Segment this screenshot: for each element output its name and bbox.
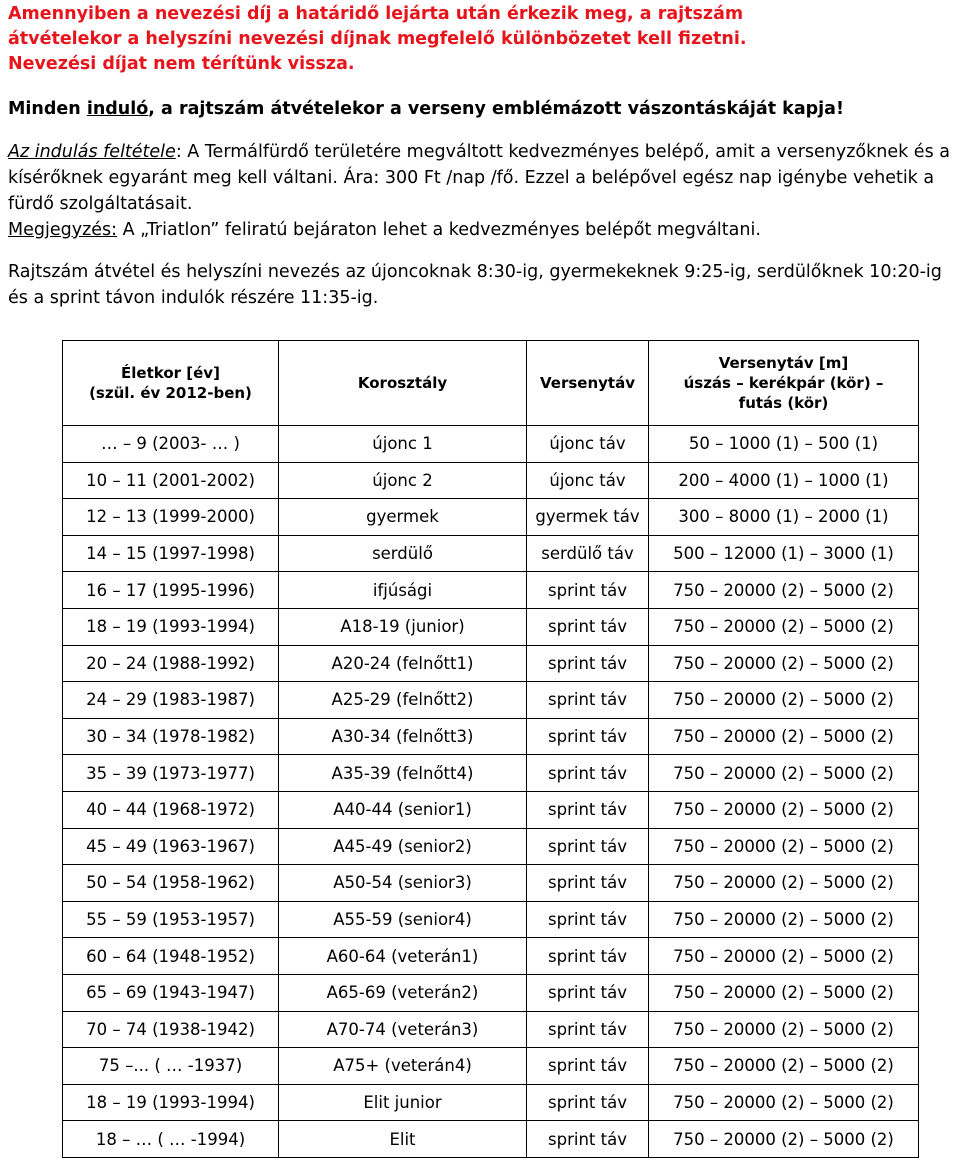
category-table <box>62 340 919 1158</box>
cell-category: újonc 1 <box>279 426 527 463</box>
cell-distance-m: 750 – 20000 (2) – 5000 (2) <box>649 1084 919 1121</box>
cell-category: A20-24 (felnőtt1) <box>279 645 527 682</box>
table-row <box>63 535 919 572</box>
cell-category: A45-49 (senior2) <box>279 828 527 865</box>
cell-distance-type: sprint táv <box>527 645 649 682</box>
table-row <box>63 426 919 463</box>
table-row <box>63 1011 919 1048</box>
cell-age: 45 – 49 (1963-1967) <box>63 828 279 865</box>
table-row <box>63 572 919 609</box>
cell-category: Elit junior <box>279 1084 527 1121</box>
bag-notice-post: , a rajtszám átvételekor a verseny emblémázott vászontáskáját kapja! <box>148 99 844 119</box>
header-distance-m-line-3: futás (kör) <box>738 394 829 412</box>
cell-distance-type: sprint táv <box>527 791 649 828</box>
cell-category: A60-64 (veterán1) <box>279 938 527 975</box>
table-row <box>63 865 919 902</box>
cell-age: 70 – 74 (1938-1942) <box>63 1011 279 1048</box>
fee-notice <box>8 2 952 77</box>
cell-distance-type: sprint táv <box>527 755 649 792</box>
cell-age: 18 – 19 (1993-1994) <box>63 1084 279 1121</box>
cell-distance-m: 300 – 8000 (1) – 2000 (1) <box>649 499 919 536</box>
table-row <box>63 462 919 499</box>
header-distance: Versenytáv <box>527 341 649 426</box>
cell-distance-m: 750 – 20000 (2) – 5000 (2) <box>649 828 919 865</box>
cell-age: 55 – 59 (1953-1957) <box>63 901 279 938</box>
cell-age: … – 9 (2003- … ) <box>63 426 279 463</box>
cell-age: 18 – 19 (1993-1994) <box>63 608 279 645</box>
cell-distance-m: 750 – 20000 (2) – 5000 (2) <box>649 1011 919 1048</box>
cell-distance-type: sprint táv <box>527 1048 649 1085</box>
header-distance-m-line-1: Versenytáv [m] <box>718 354 849 372</box>
cell-category: A35-39 (felnőtt4) <box>279 755 527 792</box>
note-label: Megjegyzés: <box>8 220 118 240</box>
cell-distance-type: gyermek táv <box>527 499 649 536</box>
cell-distance-m: 750 – 20000 (2) – 5000 (2) <box>649 645 919 682</box>
table-row <box>63 974 919 1011</box>
entry-condition-text: A Termálfürdő területére megváltott kedvezményes belépő, amit a versenyzőknek és a kísérőknek egyaránt meg kell váltani. Ára: 300 Ft /nap /fő. Ezzel a belépővel egész nap igénybe vehetik a fürdő szolgáltatásait. <box>8 142 950 214</box>
cell-distance-m: 750 – 20000 (2) – 5000 (2) <box>649 865 919 902</box>
table-row <box>63 1084 919 1121</box>
table-row <box>63 608 919 645</box>
table-row <box>63 901 919 938</box>
cell-category: ifjúsági <box>279 572 527 609</box>
cell-distance-m: 50 – 1000 (1) – 500 (1) <box>649 426 919 463</box>
cell-distance-m: 750 – 20000 (2) – 5000 (2) <box>649 608 919 645</box>
table-row <box>63 645 919 682</box>
cell-distance-m: 500 – 12000 (1) – 3000 (1) <box>649 535 919 572</box>
fee-notice-line-1: Amennyiben a nevezési díj a határidő lejárta után érkezik meg, a rajtszám <box>8 4 744 24</box>
cell-distance-type: újonc táv <box>527 462 649 499</box>
fee-notice-line-2: átvételekor a helyszíni nevezési díjnak megfelelő különbözetet kell fizetni. <box>8 29 747 49</box>
header-distance-m <box>649 341 919 426</box>
entry-condition-colon: : <box>175 142 182 162</box>
cell-distance-type: serdülő táv <box>527 535 649 572</box>
table-row <box>63 718 919 755</box>
cell-distance-m: 750 – 20000 (2) – 5000 (2) <box>649 974 919 1011</box>
header-category: Korosztály <box>279 341 527 426</box>
table-row <box>63 499 919 536</box>
cell-distance-m: 750 – 20000 (2) – 5000 (2) <box>649 901 919 938</box>
cell-distance-type: sprint táv <box>527 865 649 902</box>
bag-notice-link[interactable]: induló <box>86 99 149 119</box>
cell-category: újonc 2 <box>279 462 527 499</box>
cell-distance-type: sprint táv <box>527 1011 649 1048</box>
cell-distance-m: 750 – 20000 (2) – 5000 (2) <box>649 938 919 975</box>
cell-age: 35 – 39 (1973-1977) <box>63 755 279 792</box>
header-age-line-1: Életkor [év] <box>121 364 220 382</box>
table-row <box>63 1121 919 1158</box>
cell-category: A30-34 (felnőtt3) <box>279 718 527 755</box>
entry-condition <box>8 139 952 243</box>
cell-category: A65-69 (veterán2) <box>279 974 527 1011</box>
header-age <box>63 341 279 426</box>
bag-notice-pre: Minden <box>8 99 87 119</box>
cell-distance-type: sprint táv <box>527 938 649 975</box>
cell-distance-type: sprint táv <box>527 1084 649 1121</box>
cell-age: 14 – 15 (1997-1998) <box>63 535 279 572</box>
document-page <box>8 2 952 311</box>
cell-distance-type: sprint táv <box>527 828 649 865</box>
cell-distance-type: sprint táv <box>527 572 649 609</box>
cell-category: A75+ (veterán4) <box>279 1048 527 1085</box>
cell-age: 50 – 54 (1958-1962) <box>63 865 279 902</box>
table-header-row <box>63 341 919 426</box>
table-row <box>63 755 919 792</box>
cell-distance-m: 750 – 20000 (2) – 5000 (2) <box>649 718 919 755</box>
table-row <box>63 828 919 865</box>
cell-age: 65 – 69 (1943-1947) <box>63 974 279 1011</box>
table-row <box>63 682 919 719</box>
table-row <box>63 938 919 975</box>
cell-age: 10 – 11 (2001-2002) <box>63 462 279 499</box>
cell-distance-m: 750 – 20000 (2) – 5000 (2) <box>649 1048 919 1085</box>
cell-distance-m: 750 – 20000 (2) – 5000 (2) <box>649 572 919 609</box>
table-row <box>63 1048 919 1085</box>
cell-category: A50-54 (senior3) <box>279 865 527 902</box>
cell-distance-m: 750 – 20000 (2) – 5000 (2) <box>649 682 919 719</box>
note-text: A „Triatlon” feliratú bejáraton lehet a kedvezményes belépőt megváltani. <box>117 220 761 240</box>
cell-age: 40 – 44 (1968-1972) <box>63 791 279 828</box>
cell-age: 60 – 64 (1948-1952) <box>63 938 279 975</box>
cell-category: A70-74 (veterán3) <box>279 1011 527 1048</box>
cell-distance-type: sprint táv <box>527 718 649 755</box>
cell-age: 24 – 29 (1983-1987) <box>63 682 279 719</box>
cell-category: Elit <box>279 1121 527 1158</box>
fee-notice-line-3: Nevezési díjat nem térítünk vissza. <box>8 54 355 74</box>
pickup-info: Rajtszám átvétel és helyszíni nevezés az újoncoknak 8:30-ig, gyermekeknek 9:25-ig, serdülőknek 10:20-ig és a sprint távon indulók részére 11:35-ig. <box>8 262 942 308</box>
cell-age: 30 – 34 (1978-1982) <box>63 718 279 755</box>
cell-category: gyermek <box>279 499 527 536</box>
bag-notice <box>8 97 952 122</box>
cell-category: A25-29 (felnőtt2) <box>279 682 527 719</box>
header-age-line-2: (szül. év 2012-ben) <box>89 384 252 402</box>
cell-distance-m: 750 – 20000 (2) – 5000 (2) <box>649 1121 919 1158</box>
cell-age: 12 – 13 (1999-2000) <box>63 499 279 536</box>
cell-distance-m: 200 – 4000 (1) – 1000 (1) <box>649 462 919 499</box>
entry-condition-label: Az indulás feltétele <box>8 142 176 162</box>
cell-category: A55-59 (senior4) <box>279 901 527 938</box>
cell-category: serdülő <box>279 535 527 572</box>
cell-distance-type: sprint táv <box>527 974 649 1011</box>
cell-age: 16 – 17 (1995-1996) <box>63 572 279 609</box>
cell-distance-m: 750 – 20000 (2) – 5000 (2) <box>649 755 919 792</box>
header-distance-m-line-2: úszás – kerékpár (kör) – <box>683 374 884 392</box>
table-row <box>63 791 919 828</box>
cell-distance-type: sprint táv <box>527 1121 649 1158</box>
cell-distance-type: sprint táv <box>527 608 649 645</box>
cell-age: 20 – 24 (1988-1992) <box>63 645 279 682</box>
cell-distance-type: újonc táv <box>527 426 649 463</box>
cell-age: 75 –... ( … -1937) <box>63 1048 279 1085</box>
cell-distance-m: 750 – 20000 (2) – 5000 (2) <box>649 791 919 828</box>
cell-age: 18 – … ( … -1994) <box>63 1121 279 1158</box>
cell-distance-type: sprint táv <box>527 682 649 719</box>
cell-distance-type: sprint táv <box>527 901 649 938</box>
cell-category: A40-44 (senior1) <box>279 791 527 828</box>
cell-category: A18-19 (junior) <box>279 608 527 645</box>
